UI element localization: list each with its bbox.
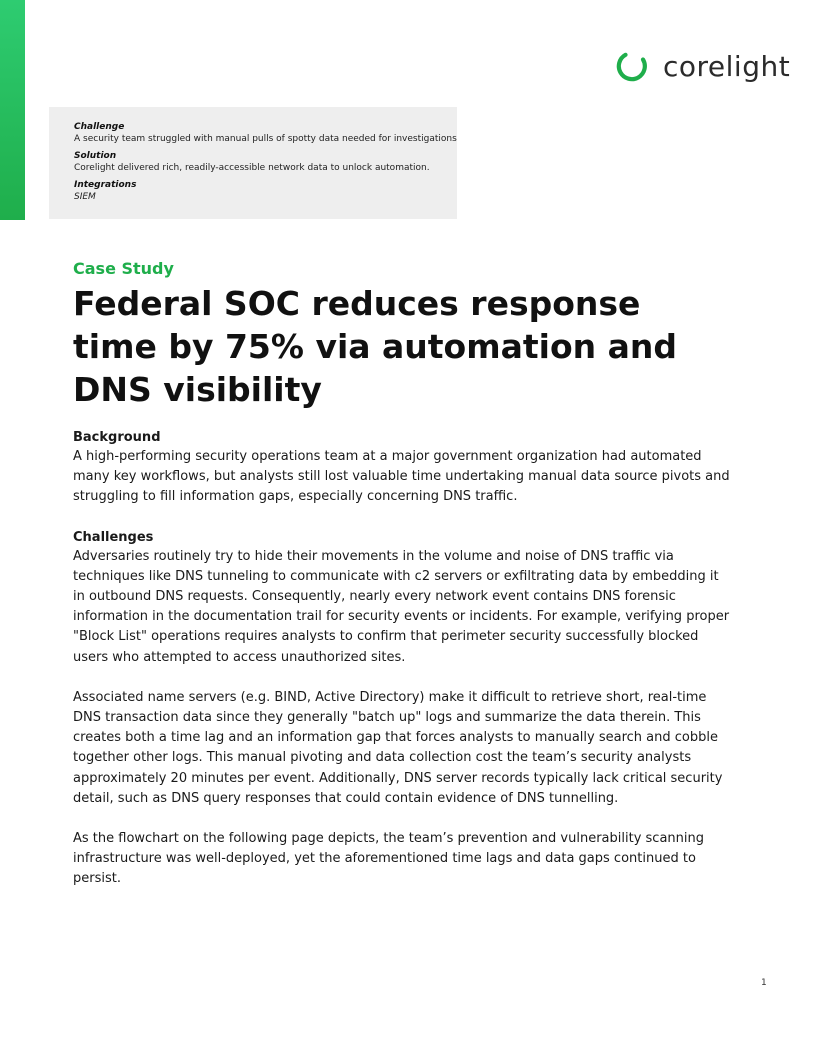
main-content: [73, 428, 733, 910]
page-number: 1: [761, 978, 767, 988]
background-paragraph: A high-performing security operations team at a major government organization had automated many key workflows, but analysts still lost valuable time undertaking manual data source pivots and struggling to fill information gaps, especially concerning DNS traffic.: [73, 449, 730, 505]
accent-bar: [0, 0, 25, 220]
solution-label: Solution: [74, 151, 117, 161]
background-section: [73, 428, 733, 508]
corelight-logo-icon: [613, 49, 649, 85]
challenges-paragraph-1: Adversaries routinely try to hide their movements in the volume and noise of DNS traffic via techniques like DNS tunneling to communicate with c2 servers or exfiltrating data by embedding it in outbound DNS requests. Consequently, nearly every network event contains DNS forensic information in the documentation trail for security events or incidents. For example, verifying proper "Block List" operations requires analysts to confirm that perimeter security successfully blocked users who attempted to access unauthorized sites.: [73, 548, 730, 665]
challenges-section: [73, 528, 733, 890]
summary-box: [49, 107, 457, 219]
solution-text: Corelight delivered rich, readily-accessible network data to unlock automation.: [74, 163, 430, 173]
page-title: Federal SOC reduces response time by 75% via automation and DNS visibility: [73, 284, 678, 409]
eyebrow-case-study: Case Study: [73, 259, 174, 278]
logo-wordmark: corelight: [663, 50, 791, 83]
integrations-text: SIEM: [74, 192, 96, 202]
integrations-label: Integrations: [74, 180, 137, 190]
challenge-label: Challenge: [74, 122, 125, 132]
challenges-paragraph-3: As the flowchart on the following page depicts, the team’s prevention and vulnerability scanning infrastructure was well-deployed, yet the aforementioned time lags and data gaps continued to persist.: [73, 831, 704, 887]
challenge-text: A security team struggled with manual pulls of spotty data needed for investigations: [74, 134, 457, 144]
challenges-paragraph-2: Associated name servers (e.g. BIND, Active Directory) make it difficult to retrieve short, real-time DNS transaction data since they generally "batch up" logs and summarize the data therein. This creates both a time lag and an information gap that forces analysts to manually search and cobble together other logs. This manual pivoting and data collection cost the team’s security analysts approximately 20 minutes per event. Additionally, DNS server records typically lack critical security detail, such as DNS query responses that could contain evidence of DNS tunnelling.: [73, 689, 723, 806]
challenges-heading: Challenges: [73, 529, 154, 545]
corelight-logo: [613, 49, 790, 85]
background-heading: Background: [73, 430, 161, 445]
